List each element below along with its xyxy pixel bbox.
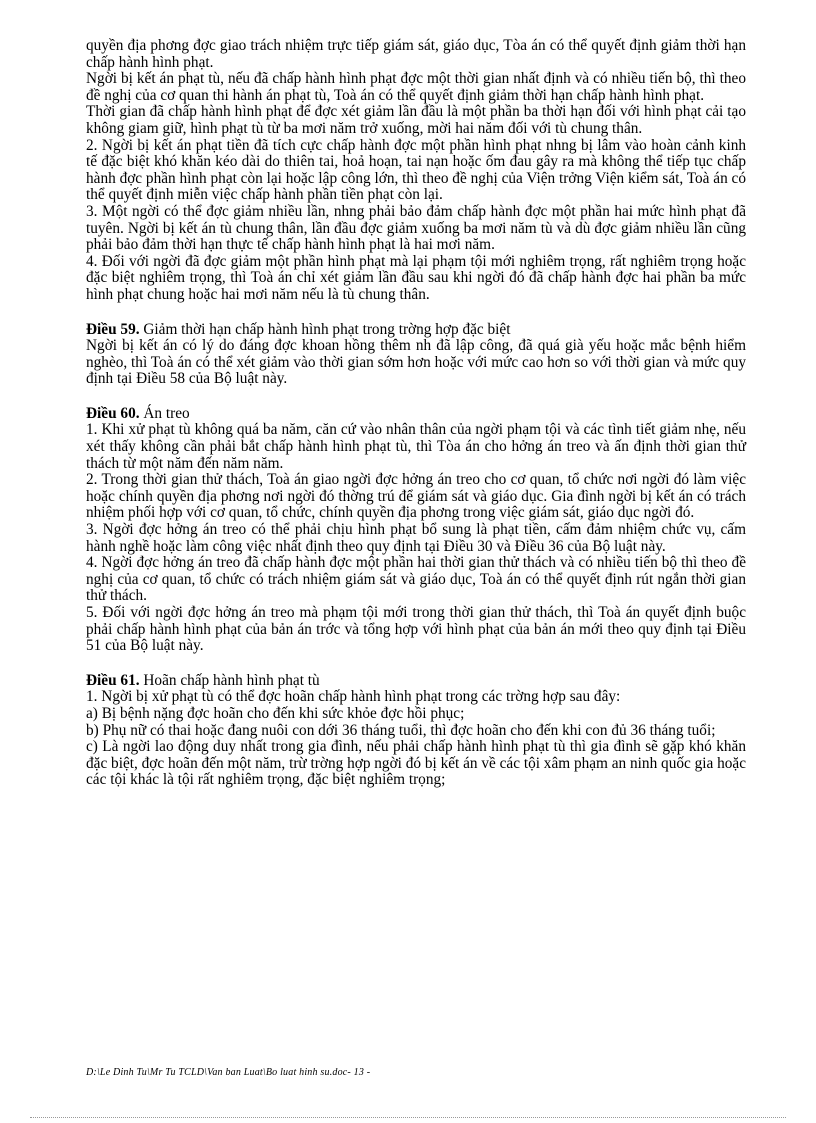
- article-heading: [86, 322, 746, 339]
- page-bottom-divider: [30, 1117, 786, 1118]
- paragraph: b) Phụ nữ có thai hoặc đang nuôi con dới 36 tháng tuổi, thì đợc hoãn cho đến khi con đủ 36 tháng tuổi;: [86, 721, 716, 739]
- document-body: [86, 38, 746, 789]
- article-title: Giảm thời hạn chấp hành hình phạt trong trờng hợp đặc biệt: [139, 320, 511, 338]
- paragraph: 1. Khi xử phạt tù không quá ba năm, căn cứ vào nhân thân của ngời phạm tội và các tình tiết giảm nhẹ, nếu xét thấy không cần phải bắt chấp hành hình phạt tù, thì Tòa án cho hởng án treo và ấn định thời gian thử thách từ một năm đến năm năm.: [86, 421, 746, 472]
- paragraph: 4. Ngời đợc hởng án treo đã chấp hành đợc một phần hai thời gian thử thách và có nhiều tiến bộ thì theo đề nghị của cơ quan, tổ chức có trách nhiệm giám sát và giáo dục, Toà án có thể quyết định rút ngắn thời gian thử thách.: [86, 554, 746, 605]
- section-spacer: [86, 655, 746, 673]
- paragraph: Ngời bị kết án phạt tù, nếu đã chấp hành hình phạt đợc một thời gian nhất định và có nhiều tiến bộ, thì theo đề nghị của cơ quan thi hành án phạt tù, Toà án có thể quyết định giảm thời hạn chấp hành hình phạt.: [86, 70, 746, 104]
- article-number: Điều 61.: [86, 671, 140, 689]
- article-heading: [86, 673, 746, 690]
- article-title: Án treo: [139, 404, 190, 422]
- article-number: Điều 59.: [86, 320, 140, 338]
- paragraph: Ngời bị kết án có lý do đáng đợc khoan hồng thêm nh đã lập công, đã quá già yếu hoặc mắc bệnh hiểm nghèo, thì Toà án có thể xét giảm vào thời gian sớm hơn hoặc với mức cao hơn so với thời gian và mức quy định tại Điều 58 của Bộ luật này.: [86, 337, 746, 388]
- section-spacer: [86, 304, 746, 322]
- paragraph: c) Là ngời lao động duy nhất trong gia đình, nếu phải chấp hành hình phạt tù thì gia đình sẽ gặp khó khăn đặc biệt, đợc hoãn đến một năm, trừ trờng hợp ngời đó bị kết án về các tội xâm phạm an ninh quốc gia hoặc các tội khác là tội rất nghiêm trọng, đặc biệt nghiêm trọng;: [86, 738, 746, 789]
- paragraph: 5. Đối với ngời đợc hởng án treo mà phạm tội mới trong thời gian thử thách, thì Toà án quyết định buộc phải chấp hành hình phạt của bản án trớc và tổng hợp với hình phạt của bản án mới theo quy định tại Điều 51 của Bộ luật này.: [86, 604, 746, 655]
- paragraph: Thời gian đã chấp hành hình phạt để đợc xét giảm lần đầu là một phần ba thời hạn đối với hình phạt cải tạo không giam giữ, hình phạt tù từ ba mơi năm trở xuống, mời hai năm đối với tù chung thân.: [86, 103, 746, 137]
- paragraph: 2. Trong thời gian thử thách, Toà án giao ngời đợc hởng án treo cho cơ quan, tổ chức nơi ngời đó làm việc hoặc chính quyền địa phơng nơi ngời đó thờng trú để giám sát và giáo dục. Gia đình ngời bị kết án có trách nhiệm phối hợp với cơ quan, tổ chức, chính quyền địa phơng trong việc giám sát, giáo dục ngời đó.: [86, 471, 746, 522]
- page-footer: D:\Le Dinh Tu\Mr Tu TCLD\Van ban Luat\Bo luat hinh su.doc- 13 -: [86, 1067, 371, 1078]
- article-heading: [86, 406, 746, 423]
- paragraph: a) Bị bệnh nặng đợc hoãn cho đến khi sức khỏe đợc hồi phục;: [86, 704, 465, 722]
- paragraph: 1. Ngời bị xử phạt tù có thể đợc hoãn chấp hành hình phạt trong các trờng hợp sau đây:: [86, 688, 621, 706]
- paragraph: 4. Đối với ngời đã đợc giảm một phần hình phạt mà lại phạm tội mới nghiêm trọng, rất nghiêm trọng hoặc đặc biệt nghiêm trọng, thì Toà án chỉ xét giảm lần đầu sau khi ngời đó đã chấp hành đợc hai phần ba mức hình phạt chung hoặc hai mơi năm nếu là tù chung thân.: [86, 252, 746, 303]
- article-number: Điều 60.: [86, 404, 140, 422]
- paragraph: 3. Ngời đợc hởng án treo có thể phải chịu hình phạt bổ sung là phạt tiền, cấm đảm nhiệm chức vụ, cấm hành nghề hoặc làm công việc nhất định theo quy định tại Điều 30 và Điều 36 của Bộ luật này.: [86, 521, 746, 555]
- article-title: Hoãn chấp hành hình phạt tù: [139, 671, 320, 689]
- paragraph: 3. Một ngời có thể đợc giảm nhiều lần, nhng phải bảo đảm chấp hành đợc một phần hai mức hình phạt đã tuyên. Ngời bị kết án tù chung thân, lần đầu đợc giảm xuống ba mơi năm tù và dù đợc giảm nhiều lần cũng phải bảo đảm thời hạn thực tế chấp hành hình phạt là hai mơi năm.: [86, 202, 746, 254]
- section-spacer: [86, 388, 746, 406]
- paragraph: 2. Ngời bị kết án phạt tiền đã tích cực chấp hành đợc một phần hình phạt nhng bị lâm vào hoàn cảnh kinh tế đặc biệt khó khăn kéo dài do thiên tai, hoả hoạn, tai nạn hoặc ốm đau gây ra mà không thể tiếp tục chấp hành đợc phần hình phạt còn lại hoặc lập công lớn, thì theo đề nghị của Viện trởng Viện kiểm sát, Toà án có thể quyết định miễn việc chấp hành phần tiền phạt còn lại.: [86, 136, 746, 204]
- paragraph: quyền địa phơng đợc giao trách nhiệm trực tiếp giám sát, giáo dục, Tòa án có thể quyết định giảm thời hạn chấp hành hình phạt.: [86, 37, 746, 71]
